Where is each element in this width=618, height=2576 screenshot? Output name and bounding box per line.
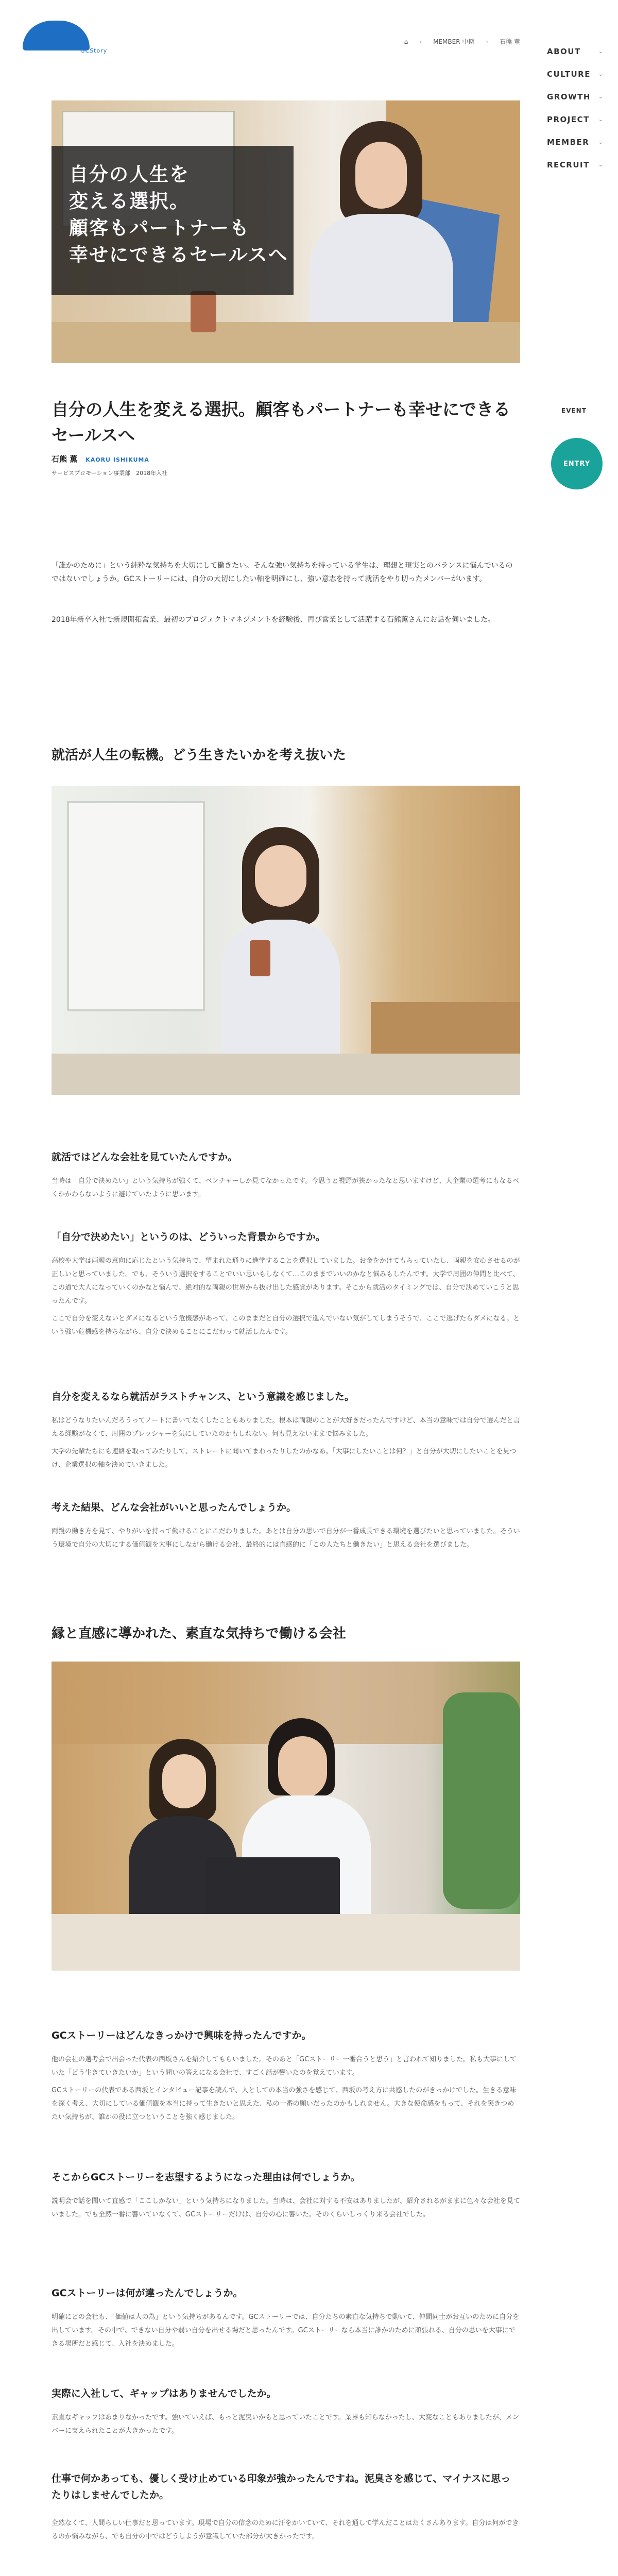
answer: 他の会社の選考会で出会った代表の西坂さんを紹介してもらいました。そのあと「GCストーリー一番合うと思う」と言われて知りました。私も大事にしていた「どう生きていきたいか」という問いの答えになる会社で、すごく話が響いたのを覚えています。 GCストーリーの代表である西坂とインタビュー記事を読んで、人としての本当の強さを感じて、西坂の考え方に共感したのがきっかけでした。生きる意味を深く考え、大切にしている価値観を本当に持って生きたいと思えた、私の一番の願いだったのかもしれません。大きな使命感をもって、それを突きつめたい気持ちが、誰かの役に立つということを強く感じました。 [52,2056,517,2121]
nav-item-project[interactable]: PROJECT ⌄ [547,115,604,124]
question: そこからGCストーリーを志望するようになった理由は何でしょうか。 [52,2172,360,2183]
question: 仕事で何かあっても、優しく受け止めている印象が強かったんですね。泥臭さを感じて、マイナスに思ったりはしませんでしたか。 [52,2473,511,2501]
nav-item-culture[interactable]: CULTURE ⌄ [547,70,604,79]
chevron-down-icon: ⌄ [598,116,604,123]
answer: 両親の働き方を見て、やりがいを持って働けることにこだわりました。あとは自分の思いで自分が一番成長できる環境を選びたいと思っていました。そういう環境で自分の大切にする価値観を大事にしながら働ける会社、最終的には直感的に「この人たちと働きたい」と思える会社を選びました。 [52,1528,520,1549]
section-heading: 就活が人生の転機。どう生きたいかを考え抜いた [52,748,347,763]
event-link[interactable]: EVENT [561,407,587,414]
question: 実際に入社して、ギャップはありませんでしたか。 [52,2388,277,2399]
chevron-down-icon: ⌄ [598,48,604,55]
site-logo[interactable] [23,21,108,57]
chevron-down-icon: ⌄ [598,162,604,168]
question: 「自分で決めたい」というのは、どういった背景からですか。 [52,1231,325,1243]
logo-text: GCStory [80,47,108,54]
author-role: サービスプロモーション事業部 2018年入社 [52,470,168,477]
nav-item-about[interactable]: ABOUT ⌄ [547,47,604,56]
nav-item-recruit[interactable]: RECRUIT ⌄ [547,160,604,170]
home-icon[interactable]: ⌂ [404,38,408,45]
hero-image [52,100,520,363]
entry-button[interactable]: ENTRY [551,438,603,489]
lead-paragraph-2: 2018年新卒入社で新規開拓営業、最初のプロジェクトマネジメントを経験後、再び営業として活躍する石熊薫さんにお話を伺いました。 [52,616,495,624]
chevron-down-icon: ⌄ [598,139,604,145]
logo-mark [23,21,90,50]
question: GCストーリーは何が違ったんでしょうか。 [52,2287,243,2299]
answer: 高校や大学は両親の意向に応じたという気持ちで、望まれた通りに進学することを選択していました。お金をかけてもらっていたし、両親を安心させるのが正しいと思っていました。でも、そういう選択をすることでいい思いもしなくて…このままでいいのかなと悩みもしたんです。大学で周囲の仲間と比べて、この道で大人になっていくのかなと悩んで、絶対的な両親の世界から抜け出した感覚があります。そこから就活のタイミングでは、自分で決めていこうと思ったんです。 ここで自分を変えないとダメになるという危機感があって、このままだと自分の選択で進んでいない気がしてしまうそうで、ここで逃げたらダメになる。という強い危機感を持ちながら、自分で決めることにこだわって就活したんです。 [52,1257,520,1336]
question: GCストーリーはどんなきっかけで興味を持ったんですか。 [52,2030,312,2041]
question: 就活ではどんな会社を見ていたんですか。 [52,1151,238,1163]
answer: 明確にどの会社も、「価値は人の為」という気持ちがあるんです。GCストーリーでは、自分たちの素直な気持ちで動いて、仲間同士がお互いのために自分を出しています。その中で、できない自分や弱い自分を出せる場だと思ったんです。GCストーリーなら本当に誰かのために頑張れる、自分の思いを大事にできる場所だと感じて、入社を決めました。 [52,2313,520,2348]
answer: 説明会で話を聞いて直感で「ここしかない」という気持ちになりました。当時は、会社に対する不安はありましたが、紹介されるがままに色々な会社を見ていました。でも全然一番に響いていなくて、GCストーリーだけは、自分の心に響いた。そのくらいしっくり来る会社でした。 [52,2197,521,2218]
nav-item-member[interactable]: MEMBER ⌄ [547,138,604,147]
question: 自分を変えるなら就活がラストチャンス、という意識を感じました。 [52,1391,354,1402]
answer: 私はどうなりたいんだろうってノートに書いてなくしたこともありました。根本は両親のことが大好きだったんですけど、本当の意味では自分で選んだと言える経験がなくて、周囲のプレッシャーを気にしていたのかもしれない。何も見えないままで悩みました。 大学の先輩たちにも連絡を取ってみたりして、ストレートに聞いてまわったりしたのかなあ。「大事にしたいことは何？」と自分が大切にしたいことを見つけ、企業選択の軸を決めていきました。 [52,1417,520,1469]
breadcrumb-current: 石熊 薫 [500,38,520,45]
author-name: 石熊 薫 KAORU ISHIKUMA [52,454,149,464]
question: 考えた結果、どんな会社がいいと思ったんでしょうか。 [52,1502,297,1513]
lead-paragraph: 「誰かのために」という純粋な気持ちを大切にして働きたい。そんな強い気持ちを持っている学生は、理想と現実とのバランスに悩んでいるのではないでしょうか。GCストーリーには、自分の大切にしたい軸を明確にし、強い意志を持って就活をやり切ったメンバーがいます。 [52,562,513,583]
breadcrumb-parent[interactable]: MEMBER 中期 [433,38,475,45]
chevron-down-icon: ⌄ [598,71,604,77]
global-nav [547,40,604,176]
section-heading: 縁と直感に導かれた、素直な気持ちで働ける会社 [52,1626,346,1641]
article-title: 自分の人生を変える選択。顧客もパートナーも幸せにできるセールスへ [52,399,510,445]
interview-photo-1 [52,786,520,1095]
nav-item-growth[interactable]: GROWTH ⌄ [547,92,604,101]
answer: 当時は「自分で決めたい」という気持ちが強くて、ベンチャーしか見てなかったです。今思うと視野が狭かったなと思いますけど、大企業の選考にもなるべくかかわらないように避けていたように思います。 [52,1177,520,1198]
chevron-down-icon: ⌄ [598,94,604,100]
answer: 全然なくて、人間らしい仕事だと思っています。現場で自分の信念のために汗をかいていて、それを通して学んだことはたくさんあります。自分は何ができるのか悩みながら、でも自分の中ではどうしようが意識していた部分が大きかったです。 [52,2519,519,2540]
breadcrumb: ⌂ › MEMBER 中期 › 石熊 薫 [404,38,520,45]
hero-copy: 自分の人生を 変える選択。 顧客もパートナーも 幸せにできるセールスへ [69,163,288,266]
interview-photo-2 [52,1662,520,1971]
answer: 素直なギャップはあまりなかったです。強いていえば、もっと泥臭いかもと思っていたことです。業界も知らなかったし、大変なこともありましたが、メンバーに支えられたことが大きかったです。 [52,2414,519,2435]
